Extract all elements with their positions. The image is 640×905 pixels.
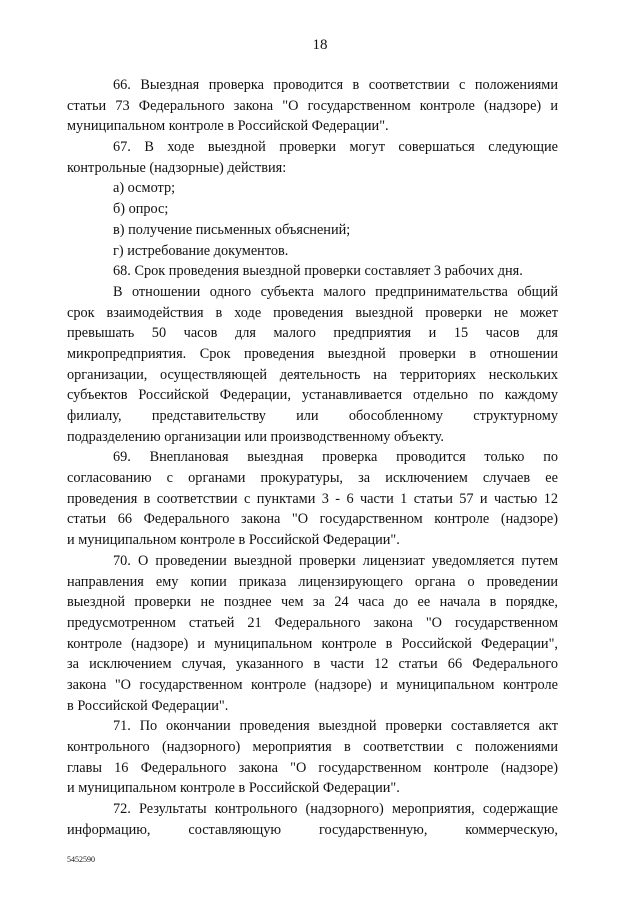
- text-line: информацию, составляющую государственную, коммерческую,: [67, 821, 558, 838]
- text-line: и муниципальном контроле в Российской Федерации".: [67, 532, 400, 549]
- page-number: 18: [312, 37, 328, 53]
- document-body: [67, 75, 558, 840]
- text-line: микропредприятия. Срок проведения выездной проверки в отношении: [67, 345, 558, 362]
- text-line: предусмотренном статьей 21 Федерального закона "О государственном: [67, 614, 558, 631]
- text-line: 66. Выездная проверка проводится в соответствии с положениями: [113, 77, 558, 93]
- text-line: закона "О государственном контроле (надзоре) и муниципальном контроле: [67, 676, 558, 693]
- text-line: контроле (надзоре) и муниципальном контроле в Российской Федерации",: [67, 635, 558, 652]
- text-line: превышать 50 часов для малого предприятия и 15 часов для: [67, 325, 558, 342]
- text-line: филиалу, представительству или обособленному структурному: [67, 408, 558, 424]
- text-line: б) опрос;: [113, 201, 169, 218]
- text-line: срок взаимодействия в ходе проведения выездной проверки не может: [67, 304, 558, 321]
- text-line: муниципальном контроле в Российской Федерации".: [67, 118, 389, 135]
- text-line: согласованию с органами прокуратуры, за исключением случаев ее: [67, 470, 558, 487]
- text-line: подразделению организации или производственному объекту.: [67, 428, 444, 445]
- text-line: 69. Внеплановая выездная проверка проводится только по: [113, 449, 558, 466]
- text-line: В отношении одного субъекта малого предпринимательства общий: [113, 283, 558, 300]
- text-line: главы 16 Федерального закона "О государственном контроле (надзоре): [67, 759, 558, 776]
- text-line: за исключением случая, указанного в части 12 статьи 66 Федерального: [67, 656, 558, 673]
- text-line: контрольного (надзорного) мероприятия в соответствии с положениями: [67, 739, 558, 755]
- text-line: проведения в соответствии с пунктами 3 - 6 части 1 статьи 57 и частью 12: [67, 490, 558, 507]
- text-line: 67. В ходе выездной проверки могут совершаться следующие: [113, 139, 558, 156]
- text-line: в) получение письменных объяснений;: [113, 221, 351, 238]
- text-line: выездной проверки не позднее чем за 24 часа до ее начала в порядке,: [67, 594, 558, 611]
- text-line: 70. О проведении выездной проверки лицензиат уведомляется путем: [113, 552, 558, 569]
- text-line: контрольные (надзорные) действия:: [67, 159, 287, 176]
- text-line: а) осмотр;: [113, 180, 176, 197]
- text-line: 68. Срок проведения выездной проверки составляет 3 рабочих дня.: [113, 263, 523, 280]
- footer-document-code: 5452590: [67, 855, 95, 864]
- text-line: в Российской Федерации".: [67, 697, 229, 714]
- text-line: 72. Результаты контрольного (надзорного) мероприятия, содержащие: [113, 801, 558, 818]
- text-line: 71. По окончании проведения выездной проверки составляется акт: [113, 718, 558, 735]
- text-line: и муниципальном контроле в Российской Федерации".: [67, 780, 400, 797]
- text-line: статьи 66 Федерального закона "О государственном контроле (надзоре): [67, 511, 558, 528]
- text-line: статьи 73 Федерального закона "О государственном контроле (надзоре) и: [67, 97, 558, 114]
- text-line: г) истребование документов.: [113, 242, 289, 259]
- text-line: организации, осуществляющей деятельность на территориях нескольких: [67, 366, 558, 383]
- text-line: субъектов Российской Федерации, устанавливается отдельно по каждому: [67, 387, 558, 404]
- text-line: направления ему копии приказа лицензирующего органа о проведении: [67, 573, 558, 590]
